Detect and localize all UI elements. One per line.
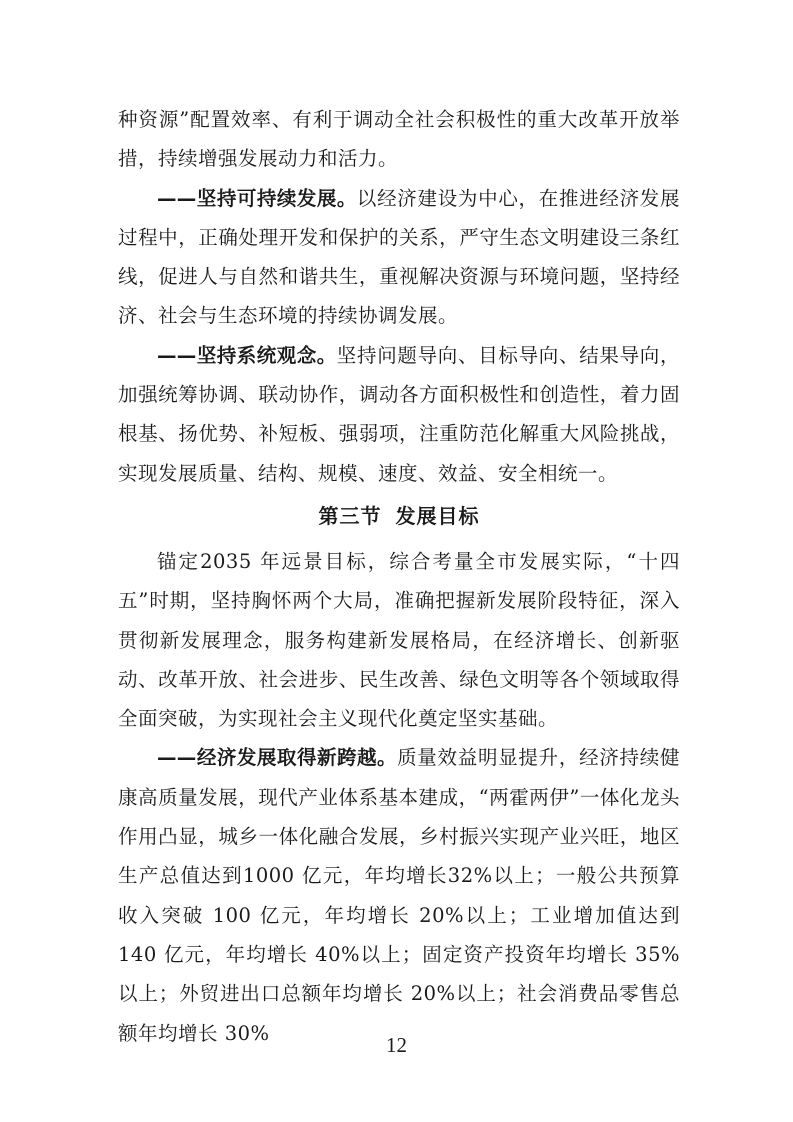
paragraph-text: 锚定2035 年远景目标，综合考量全市发展实际，“十四五”时期，坚持胸怀两个大局，准确把握新发展阶段特征，深入贯彻新发展理念，服务构建新发展格局，在经济增长、创新驱动、改革开放、社会进步、民生改善、绿色文明等各个领域取得全面突破，为实现社会主义现代化奠定坚实基础。 bbox=[118, 549, 680, 731]
paragraph-system-concept bbox=[118, 336, 680, 493]
page-number: 12 bbox=[386, 1033, 407, 1057]
paragraph-reform-continuation bbox=[118, 100, 680, 179]
paragraph-text: 坚持问题导向、目标导向、结果导向，加强统筹协调、联动协作，调动各方面积极性和创造性，着力固根基、扬优势、补短板、强弱项，注重防范化解重大风险挑战，实现发展质量、结构、规模、速度、效益、安全相统一。 bbox=[118, 343, 680, 485]
paragraph-development-goals-intro bbox=[118, 542, 680, 738]
paragraph-text: 种资源”配置效率、有利于调动全社会积极性的重大改革开放举措，持续增强发展动力和活力。 bbox=[118, 108, 680, 171]
page-content bbox=[118, 100, 680, 1053]
paragraph-lead: ——经济发展取得新跨越。 bbox=[157, 746, 398, 770]
paragraph-economic-leap bbox=[118, 738, 680, 1052]
paragraph-lead: ——坚持可持续发展。 bbox=[157, 186, 357, 210]
paragraph-sustainable-development bbox=[118, 179, 680, 336]
paragraph-text: 质量效益明显提升，经济持续健康高质量发展，现代产业体系基本建成，“两霍两伊”一体化龙头作用凸显，城乡一体化融合发展，乡村振兴实现产业兴旺，地区生产总值达到1000 亿元，年均增长32%以上；一般公共预算收入突破 100 亿元，年均增长 20%以上；工业增加值达到 140 亿元，年均增长 40%以上；固定资产投资年均增长 35%以上；外贸进出口总额年均增长 20%以上；社会消费品零售总额年均增长 30% bbox=[118, 746, 680, 1045]
paragraph-lead: ——坚持系统观念。 bbox=[157, 343, 337, 367]
section-title: 第三节 发展目标 bbox=[318, 503, 480, 528]
paragraph-text: 以经济建设为中心，在推进经济发展过程中，正确处理开发和保护的关系，严守生态文明建设三条红线，促进人与自然和谐共生，重视解决资源与环境问题，坚持经济、社会与生态环境的持续协调发展。 bbox=[118, 186, 680, 328]
